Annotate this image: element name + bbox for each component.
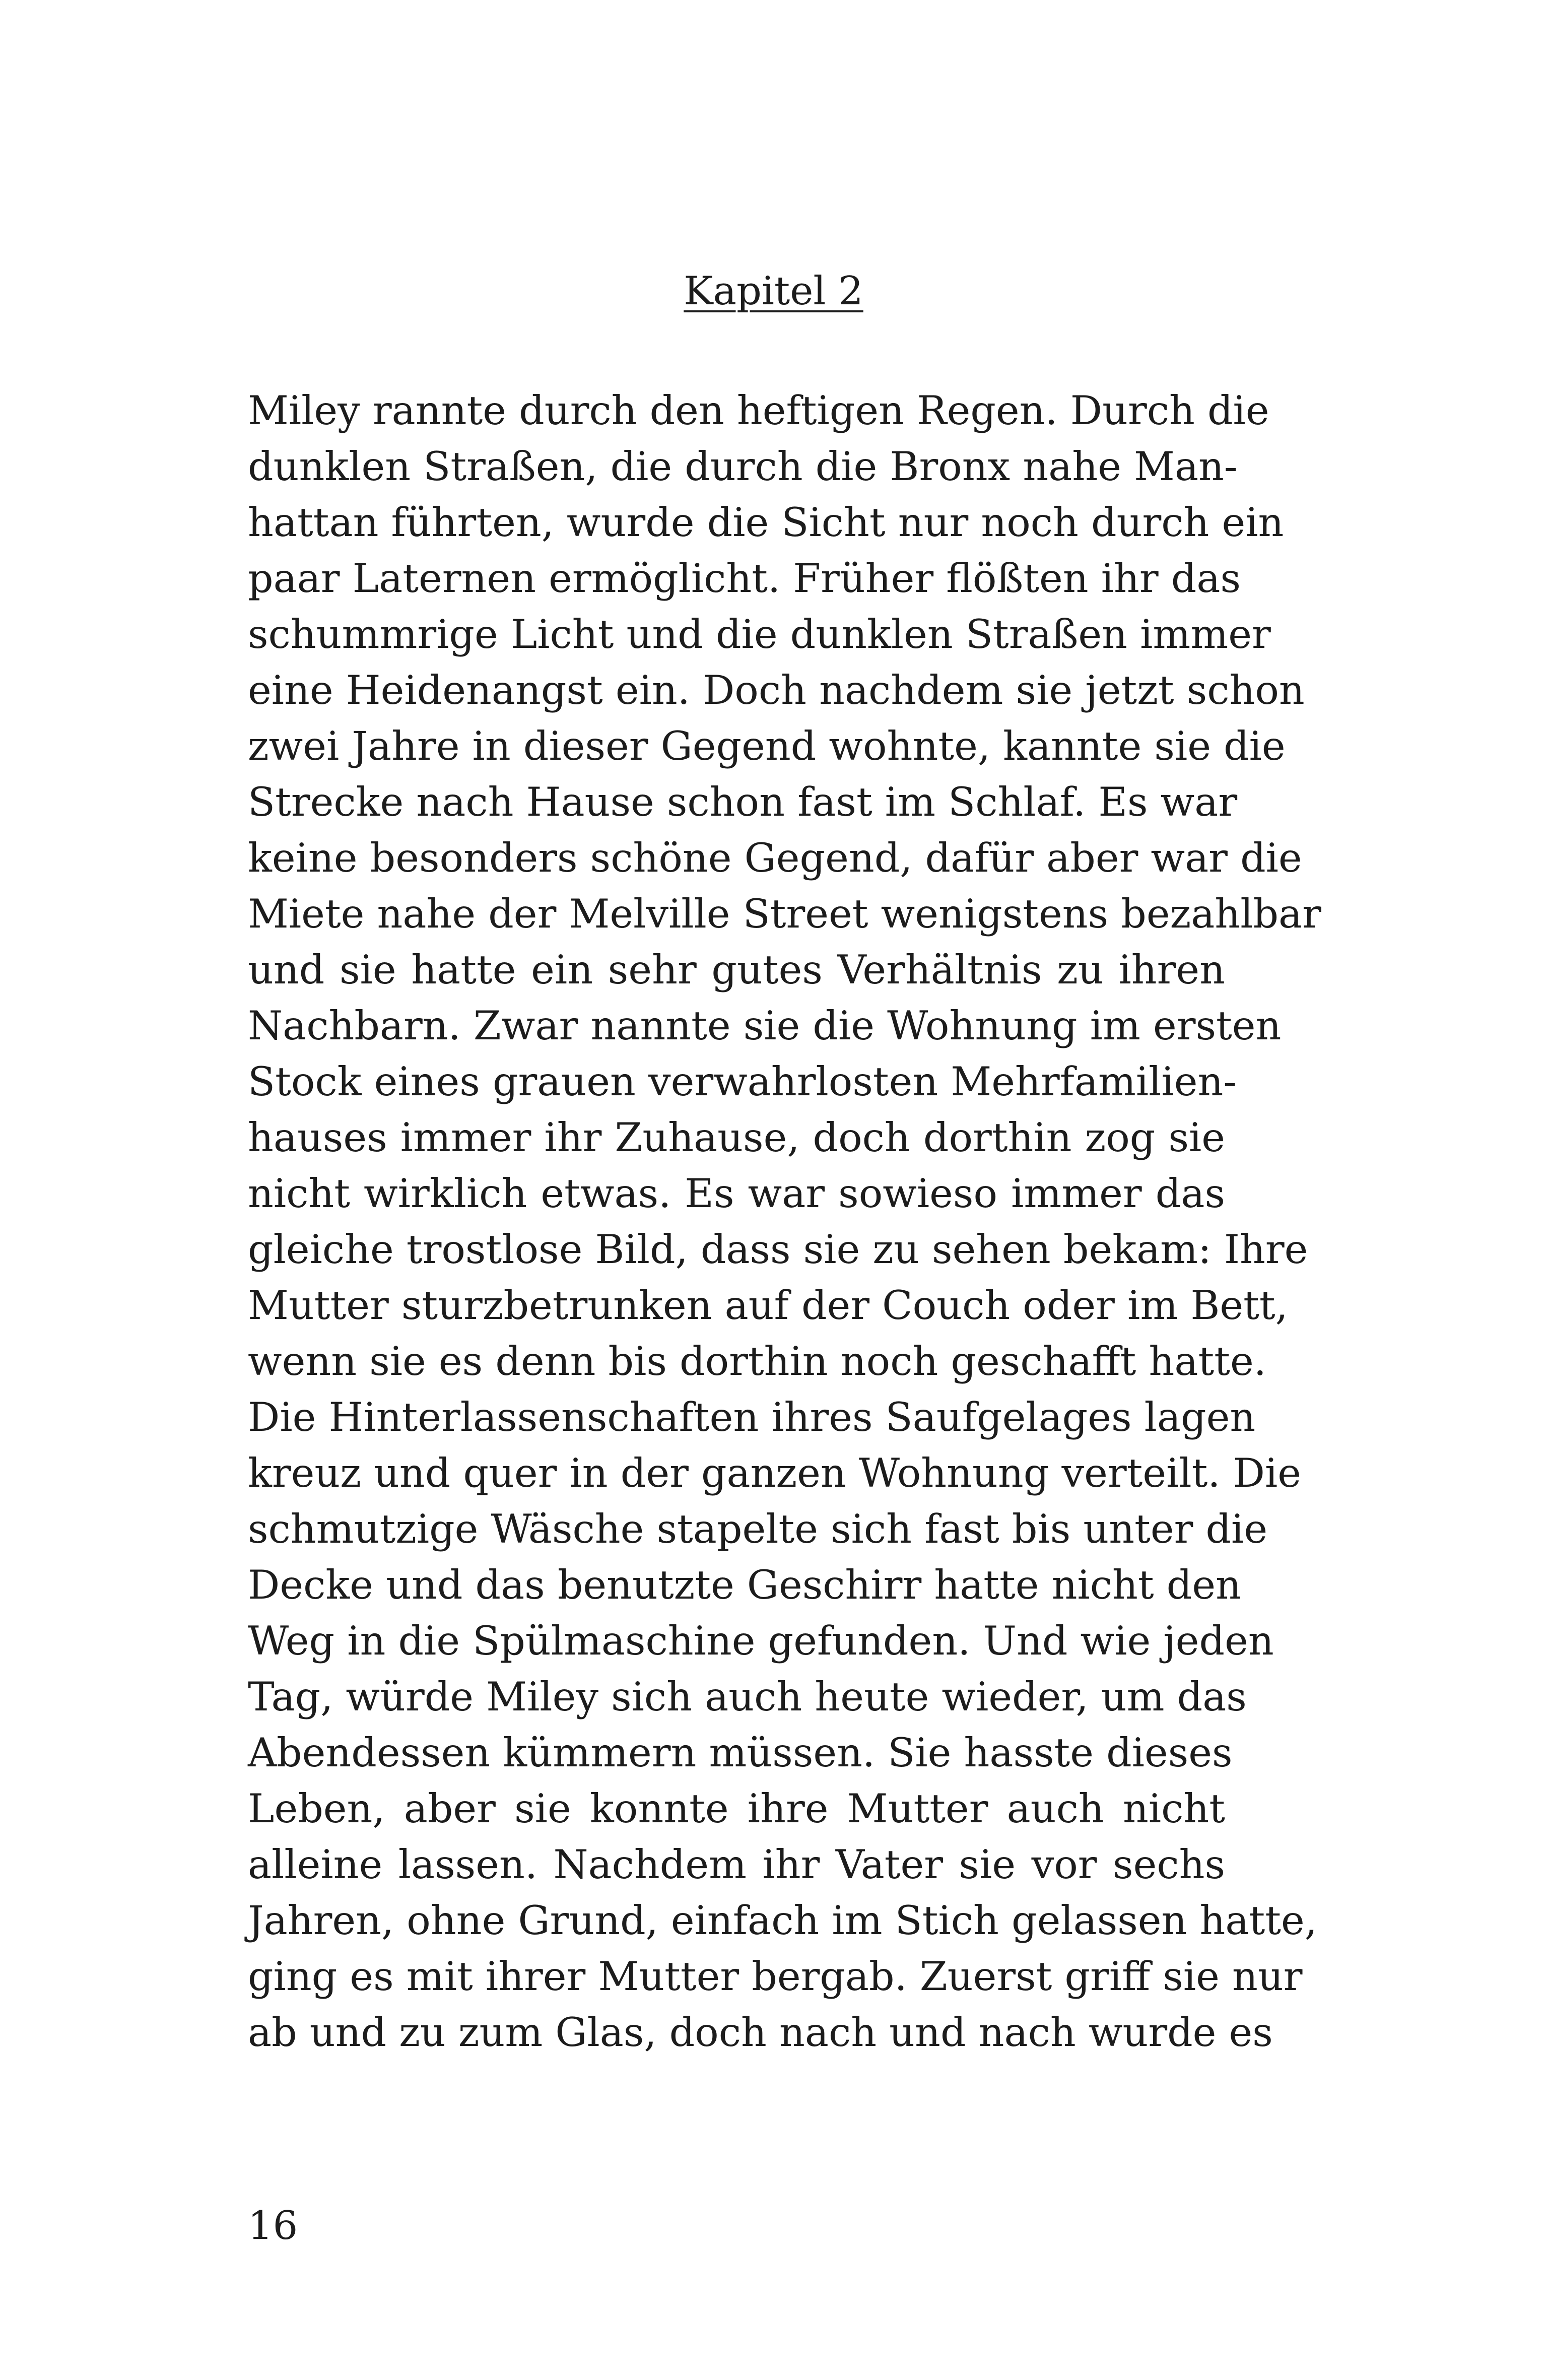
chapter-heading <box>0 266 1547 316</box>
text-line: kreuz und quer in der ganzen Wohnung verteilt. Die <box>248 1450 1301 1496</box>
text-line: nicht wirklich etwas. Es war sowieso immer das <box>248 1170 1225 1217</box>
text-line: ging es mit ihrer Mutter bergab. Zuerst griff sie nur <box>248 1953 1303 2000</box>
text-line: keine besonders schöne Gegend, dafür aber war die <box>248 835 1302 881</box>
text-line: schmutzige Wäsche stapelte sich fast bis unter die <box>248 1506 1268 1552</box>
text-line: Tag, würde Miley sich auch heute wieder, um das <box>248 1674 1247 1720</box>
text-line: alleine lassen. Nachdem ihr Vater sie vor sechs <box>248 1841 1225 1888</box>
text-line: Weg in die Spülmaschine gefunden. Und wie jeden <box>248 1618 1274 1664</box>
text-line: gleiche trostlose Bild, dass sie zu sehen bekam: Ihre <box>248 1226 1308 1273</box>
text-line: Die Hinterlassenschaften ihres Saufgelages lagen <box>248 1394 1256 1440</box>
page-number: 16 <box>248 2203 298 2249</box>
text-line: Leben, aber sie konnte ihre Mutter auch nicht <box>248 1786 1225 1832</box>
text-line: Miete nahe der Melville Street wenigstens bezahlbar <box>248 891 1321 937</box>
text-line: wenn sie es denn bis dorthin noch geschafft hatte. <box>248 1338 1266 1384</box>
text-line: und sie hatte ein sehr gutes Verhältnis zu ihren <box>248 947 1225 993</box>
text-line: paar Laternen ermöglicht. Früher flößten ihr das <box>248 555 1241 602</box>
text-line: Decke und das benutzte Geschirr hatte nicht den <box>248 1562 1241 1608</box>
text-line: schummrige Licht und die dunklen Straßen immer <box>248 611 1271 657</box>
text-line: zwei Jahre in dieser Gegend wohnte, kannte sie die <box>248 723 1286 769</box>
text-line: eine Heidenangst ein. Doch nachdem sie jetzt schon <box>248 667 1305 713</box>
text-line: dunklen Straßen, die durch die Bronx nahe Man- <box>248 443 1238 490</box>
text-line: hattan führten, wurde die Sicht nur noch durch ein <box>248 499 1284 546</box>
text-line: hauses immer ihr Zuhause, doch dorthin zog sie <box>248 1114 1225 1161</box>
text-line: Nachbarn. Zwar nannte sie die Wohnung im ersten <box>248 1003 1282 1049</box>
text-line: Abendessen kümmern müssen. Sie hasste dieses <box>248 1730 1233 1776</box>
text-line: Miley rannte durch den heftigen Regen. Durch die <box>248 387 1269 434</box>
text-line: ab und zu zum Glas, doch nach und nach wurde es <box>248 2009 1273 2056</box>
body-paragraph <box>248 383 1321 2061</box>
chapter-title-text: Kapitel 2 <box>684 269 863 314</box>
text-line: Strecke nach Hause schon fast im Schlaf. Es war <box>248 779 1238 825</box>
text-line: Mutter sturzbetrunken auf der Couch oder im Bett, <box>248 1282 1288 1329</box>
text-line: Jahren, ohne Grund, einfach im Stich gelassen hatte, <box>248 1897 1317 1944</box>
text-line: Stock eines grauen verwahrlosten Mehrfamilien- <box>248 1059 1237 1105</box>
